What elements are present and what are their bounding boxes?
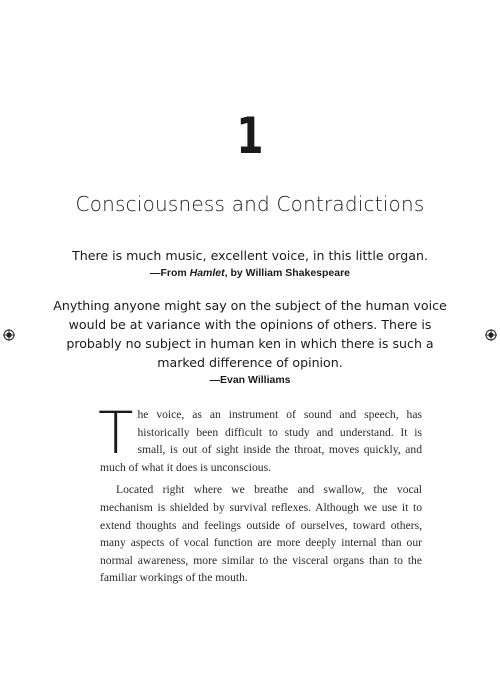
epigraph-attribution: [50, 266, 450, 280]
epigraph-attribution: —Evan Williams: [209, 374, 291, 386]
registration-mark-icon: [485, 329, 497, 341]
registration-mark-icon: [3, 329, 15, 341]
attribution-work-title: Hamlet: [189, 267, 225, 279]
epigraph: [50, 246, 450, 280]
drop-cap: T: [98, 399, 134, 467]
body-paragraph: [98, 399, 422, 476]
attribution-author: , by William Shakespeare: [224, 267, 351, 279]
chapter-title: Consciousness and Contradictions: [75, 192, 425, 216]
chapter-body: [98, 399, 422, 587]
paragraph-text: he voice, as an instrument of sound and speech, has historically been difficult to study and understand. It is small, is out of sight inside the throat, moves quickly, and much of what it does is unconscious.: [100, 408, 422, 474]
epigraph-quote: Anything anyone might say on the subject of the human voice would be at variance with the opinions of others. There is probably no subject in human ken in which there is such a marked difference of opinion.: [53, 298, 447, 370]
body-paragraph: Located right where we breathe and swallow, the vocal mechanism is shielded by survival reflexes. Although we use it to extend thoughts and feelings outside of ourselves, toward others, many aspects of vocal function are more deeply internal than our normal awareness, more similar to the visceral organs than to the familiar workings of the mouth.: [100, 483, 422, 585]
attribution-prefix: —From: [149, 267, 190, 279]
epigraph-quote: There is much music, excellent voice, in this little organ.: [72, 248, 428, 263]
epigraph: [50, 296, 450, 387]
chapter-number: 1: [236, 107, 264, 165]
